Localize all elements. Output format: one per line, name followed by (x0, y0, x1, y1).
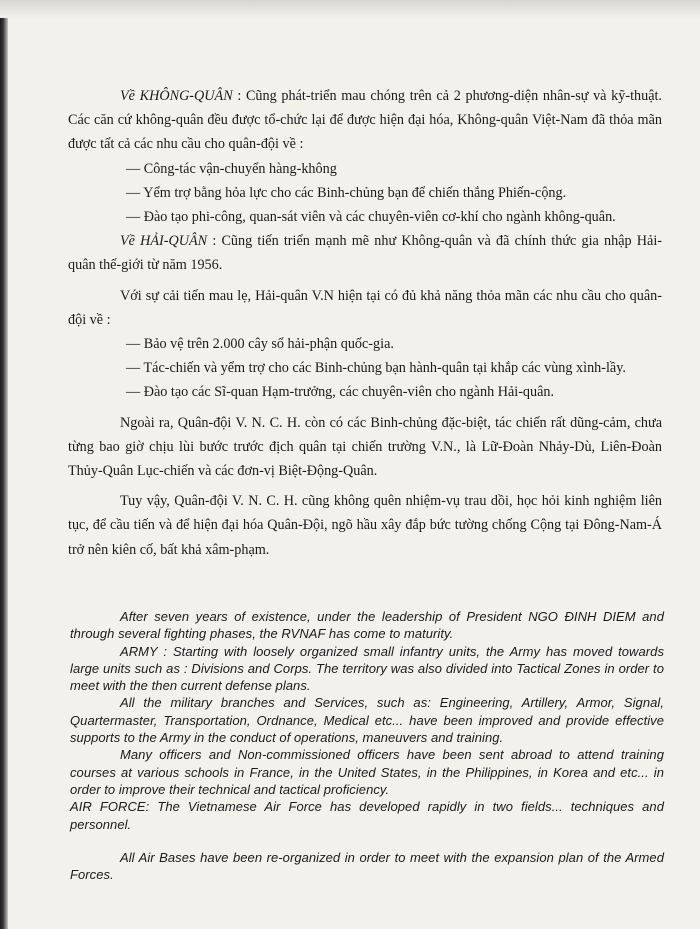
list-item: — Đào tạo phi-công, quan-sát viên và các chuyên-viên cơ-khí cho ngành không-quân. (126, 209, 616, 226)
list-item: — Tác-chiến và yểm trợ cho các Binh-chủng bạn hành-quân tại khắp các vùng xình-lầy. (126, 360, 626, 377)
english-section (70, 608, 664, 883)
air-force-bullets-vn (68, 157, 662, 230)
officers-paragraph-en: Many officers and Non-commissioned officers have been sent abroad to attend training courses at various schools in France, in the United States, in the Philippines, in Korea and etc... in order to improve their technical and tactical proficiency. (70, 747, 664, 797)
page-binding-shadow (0, 0, 8, 929)
navy-paragraph-vn (68, 229, 662, 277)
intro-paragraph-en: After seven years of existence, under the leadership of President NGO ĐINH DIEM and through several fighting phases, the RVNAF has come to maturity. (70, 609, 664, 642)
page-top-shadow (0, 0, 700, 18)
list-item: — Công-tác vận-chuyển hàng-không (126, 160, 337, 177)
branches-paragraph-en: All the military branches and Services, such as: Engineering, Artillery, Armor, Signal, Quartermaster, Transportation, Ordnance, Medical etc... have been improved and provide effective supports to the Army in the conduct of operations, maneuvers and training. (70, 695, 664, 746)
air-force-paragraph-en: AIR FORCE: The Vietnamese Air Force has developed rapidly in two fields... techniques and personnel. (70, 799, 664, 832)
list-item: — Yểm trợ bằng hỏa lực cho các Binh-chủng bạn để chiến thắng Phiến-cộng. (126, 184, 567, 201)
air-force-paragraph-vn (68, 84, 662, 157)
navy-bullets-vn (68, 332, 662, 405)
navy-capability-vn: Với sự cải tiến mau lẹ, Hải-quân V.N hiện tại có đủ khả năng thỏa mãn các nhu cầu cho quân-đội về : (68, 287, 662, 328)
vietnamese-section (68, 84, 662, 562)
list-item: — Bảo vệ trên 2.000 cây số hải-phận quốc-gia. (126, 336, 394, 353)
list-item: — Đào tạo các Sĩ-quan Hạm-trưởng, các chuyên-viên cho ngành Hải-quân. (126, 384, 555, 401)
army-paragraph-en: ARMY : Starting with loosely organized small infantry units, the Army has moved towards large units such as : Divisions and Corps. The territory was also divided into Tactical Zones in order to meet with the then current defense plans. (70, 643, 664, 694)
navy-label-vn: Về HẢI-QUÂN (120, 233, 208, 250)
air-force-text-vn: : Cũng phát-triển mau chóng trên cả 2 phương-diện nhân-sự và kỹ-thuật. Các căn cứ không-quân đều được tổ-chức lại để được hiện đại hóa, Không-quân Việt-Nam đã thỏa mãn được tất cả các nhu cầu cho quân-đội về : (68, 88, 662, 153)
air-force-label-vn: Về KHÔNG-QUÂN (120, 88, 233, 104)
air-bases-paragraph-en: All Air Bases have been re-organized in order to meet with the expansion plan of the Armed Forces. (70, 849, 664, 883)
special-units-paragraph-vn: Ngoài ra, Quân-đội V. N. C. H. còn có các Binh-chủng đặc-biệt, tác chiến rất dũng-cảm, chưa từng bao giờ chịu lùi bước trước địch quân tại chiến trường V.N., là Lữ-Đoàn Nhảy-Dù, Liên-Đoàn Thủy-Quân Lục-chiến và các đơn-vị Biệt-Động-Quân. (68, 414, 662, 480)
closing-paragraph-vn: Tuy vậy, Quân-đội V. N. C. H. cũng không quên nhiệm-vụ trau dồi, học hỏi kinh nghiệm liên tục, để cầu tiến và để hiện đại hóa Quân-Đội, ngõ hầu xây đắp bức tường chống Cộng tại Đông-Nam-Á trở nên kiên cố, bất khả xâm-phạm. (68, 493, 662, 558)
navy-text-vn: : Cũng tiến triển mạnh mẽ như Không-quân và đã chính thức gia nhập Hải-quân thế-giới từ năm 1956. (68, 233, 662, 274)
